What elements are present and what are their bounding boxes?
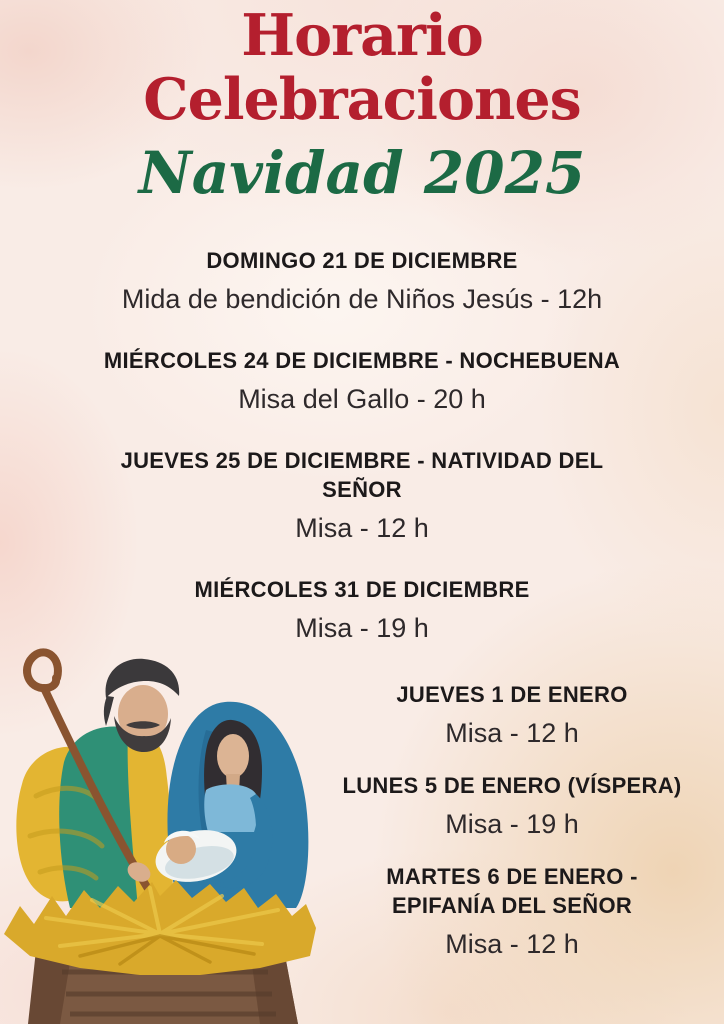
event-date: LUNES 5 DE ENERO (VÍSPERA) bbox=[342, 773, 682, 798]
event-date: JUEVES 25 DE DICIEMBRE - NATIVIDAD DEL SEÑOR bbox=[120, 448, 604, 502]
event-time: Misa - 12 h bbox=[295, 513, 429, 543]
event-time: Misa - 12 h bbox=[445, 929, 579, 959]
event-item bbox=[0, 246, 724, 316]
event-date: MIÉRCOLES 31 DE DICIEMBRE bbox=[194, 577, 530, 602]
event-time: Misa del Gallo - 20 h bbox=[238, 384, 486, 414]
event-date: MIÉRCOLES 24 DE DICIEMBRE - NOCHEBUENA bbox=[103, 348, 621, 373]
poster-header bbox=[0, 4, 724, 208]
event-time: Misa - 19 h bbox=[295, 613, 429, 643]
event-date: MARTES 6 DE ENERO - EPIFANÍA DEL SEÑOR bbox=[386, 864, 638, 918]
event-time: Mida de bendición de Niños Jesús - 12h bbox=[121, 284, 603, 314]
event-item bbox=[300, 862, 724, 961]
event-list-side bbox=[300, 680, 724, 982]
event-item bbox=[300, 680, 724, 750]
page-subtitle: Navidad 2025 bbox=[138, 139, 586, 207]
event-item bbox=[0, 346, 724, 416]
nativity-illustration bbox=[0, 634, 320, 1024]
event-time: Misa - 12 h bbox=[445, 718, 579, 748]
mary-face bbox=[217, 734, 249, 778]
event-item bbox=[0, 446, 724, 545]
event-list-main bbox=[0, 246, 724, 675]
mary-dress bbox=[204, 784, 258, 832]
title-line-1: Horario bbox=[241, 2, 483, 69]
event-time: Misa - 19 h bbox=[445, 809, 579, 839]
event-date: DOMINGO 21 DE DICIEMBRE bbox=[206, 248, 518, 273]
title-line-2: Celebraciones bbox=[143, 66, 581, 133]
page-title bbox=[0, 4, 724, 132]
event-date: JUEVES 1 DE ENERO bbox=[396, 682, 628, 707]
event-item bbox=[300, 771, 724, 841]
joseph-figure bbox=[16, 659, 179, 908]
